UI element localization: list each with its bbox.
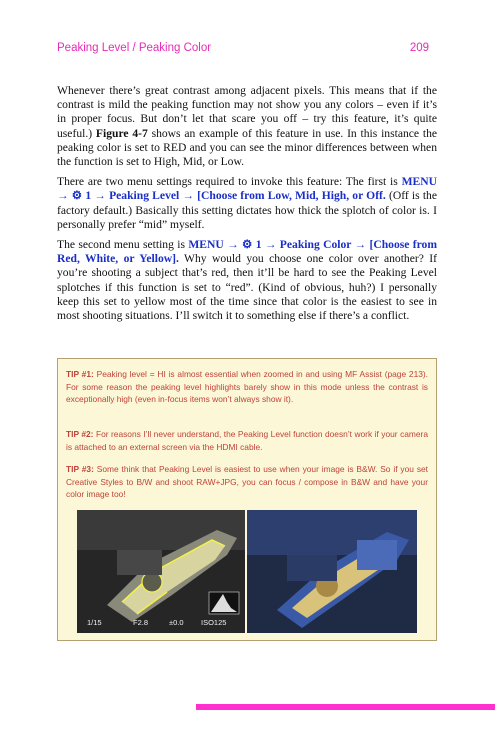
tip-2: [66, 428, 428, 453]
paragraph-1-text: Whenever there’s great contrast among adjacent pixels. This means that if the contrast is mild the peaking function may not show you any colors – even if it’s in proper focus. But don’t let that scare you off – try this feature, it’s quite useful.): [57, 84, 437, 140]
footer-accent-bar: [196, 704, 495, 710]
tip-box: [57, 358, 437, 641]
figure-photos: [77, 510, 417, 633]
tip-1-label: TIP #1:: [66, 369, 94, 379]
shoe-color-image: [247, 510, 417, 633]
tip-3-label: TIP #3:: [66, 464, 94, 474]
aperture: F2.8: [133, 618, 149, 627]
page-title: Peaking Level / Peaking Color: [57, 42, 212, 54]
paragraph-1: [57, 84, 437, 169]
shutter-speed: 1/15: [87, 618, 102, 627]
menu-path-peaking-color: MENU → ⚙ 1 → Peaking Color → [Choose from Red, White, or Yellow].: [57, 238, 437, 266]
paragraph-2-text: There are two menu settings required to invoke this feature: The first is: [57, 175, 402, 189]
color-photo: [247, 510, 417, 633]
page-header: [57, 42, 429, 60]
paragraph-3-text: The second menu setting is: [57, 238, 189, 252]
tip-3-text: Some think that Peaking Level is easiest to use when your image is B&W. So if you set Creative Styles to B/W and shoot RAW+JPG, you can focus / compose in B&W and have your color image too!: [66, 464, 428, 500]
page-number: 209: [409, 42, 429, 54]
tip-2-label: TIP #2:: [66, 429, 94, 439]
menu-path-peaking-level: MENU → ⚙ 1 → Peaking Level → [Choose from Low, Mid, High, or Off.: [57, 175, 437, 203]
paragraph-3-rest: Why would you choose one color over another? If you’re shooting a subject that’s red, then it’ll be hard to see the Peaking Level splotches if this function is set to “red”. (Kind of obvious, huh?) I personally keep this set to yellow most of the time since that color is the easiest to see in most shooting situations. I’ll switch it to something else if there’s a conflict.: [57, 252, 437, 323]
tip-1-text: Peaking level = HI is almost essential when zoomed in and using MF Assist (page 213). For some reason the peaking level highlights barely show in this mode unless the contrast is exceptionally high (even in-focus items won’t always show it).: [66, 369, 429, 405]
paragraph-2-rest: (Off is the factory default.) Basically this setting dictates how thick the splotch of color is. I personally prefer “mid” myself.: [57, 189, 437, 231]
paragraph-1-rest: shows an example of this feature in use. In this instance the peaking color is set to RED and you can see the minor differences between when the function is set to High, Mid, or Low.: [57, 126, 438, 169]
peaking-display-photo: [77, 510, 245, 633]
shoe-peaking-image: [77, 510, 245, 633]
exposure-compensation: ±0.0: [169, 618, 184, 627]
tip-1: [66, 368, 428, 406]
camera-status-bar: [77, 616, 245, 630]
tip-3: [66, 463, 428, 501]
paragraph-2: [57, 175, 437, 232]
figure-reference: Figure 4-7: [95, 126, 148, 140]
body-text: [57, 84, 437, 329]
paragraph-3: [57, 238, 437, 323]
tip-2-text: For reasons I’ll never understand, the Peaking Level function doesn’t work if your camera is attached to an external screen via the HDMI cable.: [66, 429, 428, 452]
iso: ISO125: [201, 618, 227, 627]
